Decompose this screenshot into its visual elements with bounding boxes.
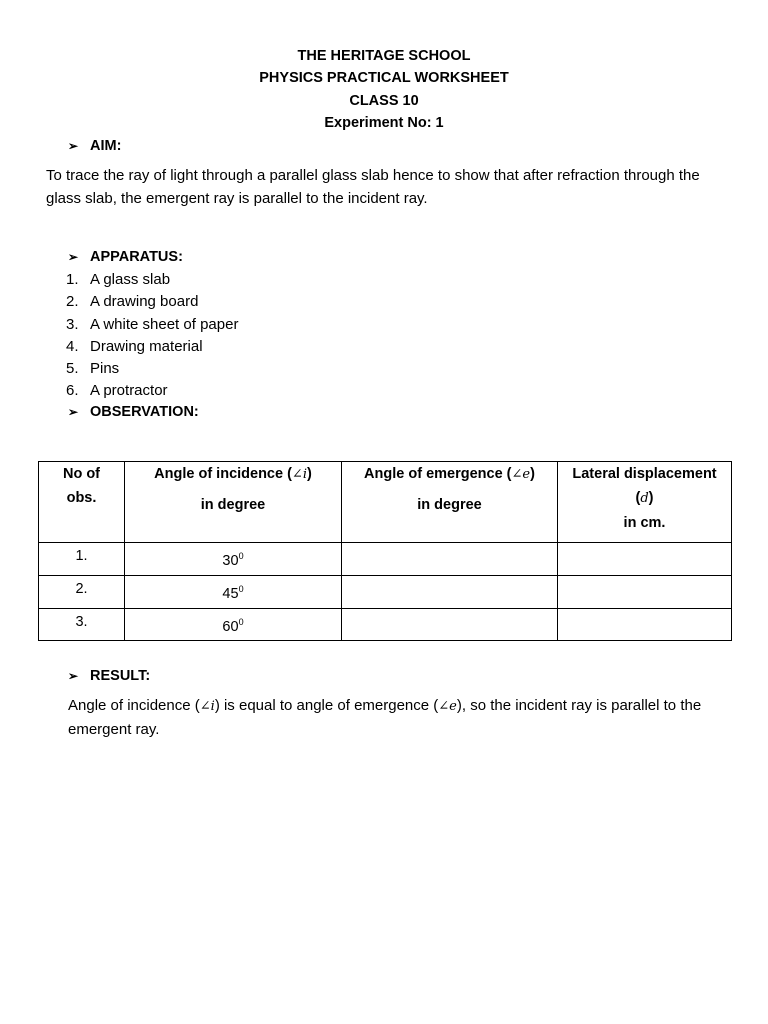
incidence-cell: $45^0$	[125, 575, 342, 608]
incidence-cell: $30^0$	[125, 543, 342, 576]
emergence-cell	[342, 608, 558, 641]
apparatus-heading-label: APPARATUS:	[90, 249, 183, 265]
table-header-row	[39, 462, 732, 543]
apparatus-heading	[68, 249, 183, 265]
observation-table	[38, 461, 732, 641]
worksheet-title: PHYSICS PRACTICAL WORKSHEET	[259, 70, 509, 86]
result-heading-label: RESULT:	[90, 668, 151, 684]
arrow-bullet-icon: ➢	[68, 669, 79, 683]
list-item: 6. A protractor	[66, 382, 168, 400]
incidence-cell: $60^0$	[125, 608, 342, 641]
arrow-bullet-icon: ➢	[68, 139, 79, 153]
displacement-cell	[558, 543, 732, 576]
result-text: Angle of incidence (∠i) is equal to angle of emergence (∠e), so the incident ray is parallel to the emergent ray.	[68, 697, 702, 738]
column-header-displacement: Lateral displacement (d) in cm.	[558, 462, 732, 543]
aim-heading-label: AIM:	[90, 138, 122, 154]
table-row	[39, 575, 732, 608]
list-item: 5. Pins	[66, 360, 120, 378]
experiment-title: Experiment No: 1	[324, 115, 444, 131]
column-header-obs: No of obs.	[39, 462, 125, 543]
class-title: CLASS 10	[349, 93, 419, 109]
list-item: 3. A white sheet of paper	[66, 315, 239, 333]
result-heading	[68, 668, 150, 684]
list-item: 1. A glass slab	[66, 271, 171, 288]
displacement-cell	[558, 575, 732, 608]
displacement-cell	[558, 608, 732, 641]
aim-text: To trace the ray of light through a parallel glass slab hence to show that after refraction through the glass slab, the emergent ray is parallel to the incident ray.	[46, 167, 700, 207]
arrow-bullet-icon: ➢	[68, 250, 79, 264]
list-item: 2. A drawing board	[66, 293, 199, 311]
list-item: 4. Drawing material	[66, 337, 203, 355]
aim-heading	[68, 138, 121, 154]
obs-number-cell: 2.	[39, 575, 125, 608]
column-header-emergence: Angle of emergence (∠e) in degree	[342, 462, 558, 543]
emergence-cell	[342, 543, 558, 576]
observation-heading	[68, 404, 199, 420]
school-title: THE HERITAGE SCHOOL	[297, 48, 471, 64]
column-header-incidence: Angle of incidence (∠i) in degree	[125, 462, 342, 543]
obs-number-cell: 3.	[39, 608, 125, 641]
observation-heading-label: OBSERVATION:	[90, 404, 199, 420]
emergence-cell	[342, 575, 558, 608]
arrow-bullet-icon: ➢	[68, 405, 79, 419]
table-row	[39, 608, 732, 641]
apparatus-list	[66, 270, 238, 404]
table-row	[39, 543, 732, 576]
obs-number-cell: 1.	[39, 543, 125, 576]
